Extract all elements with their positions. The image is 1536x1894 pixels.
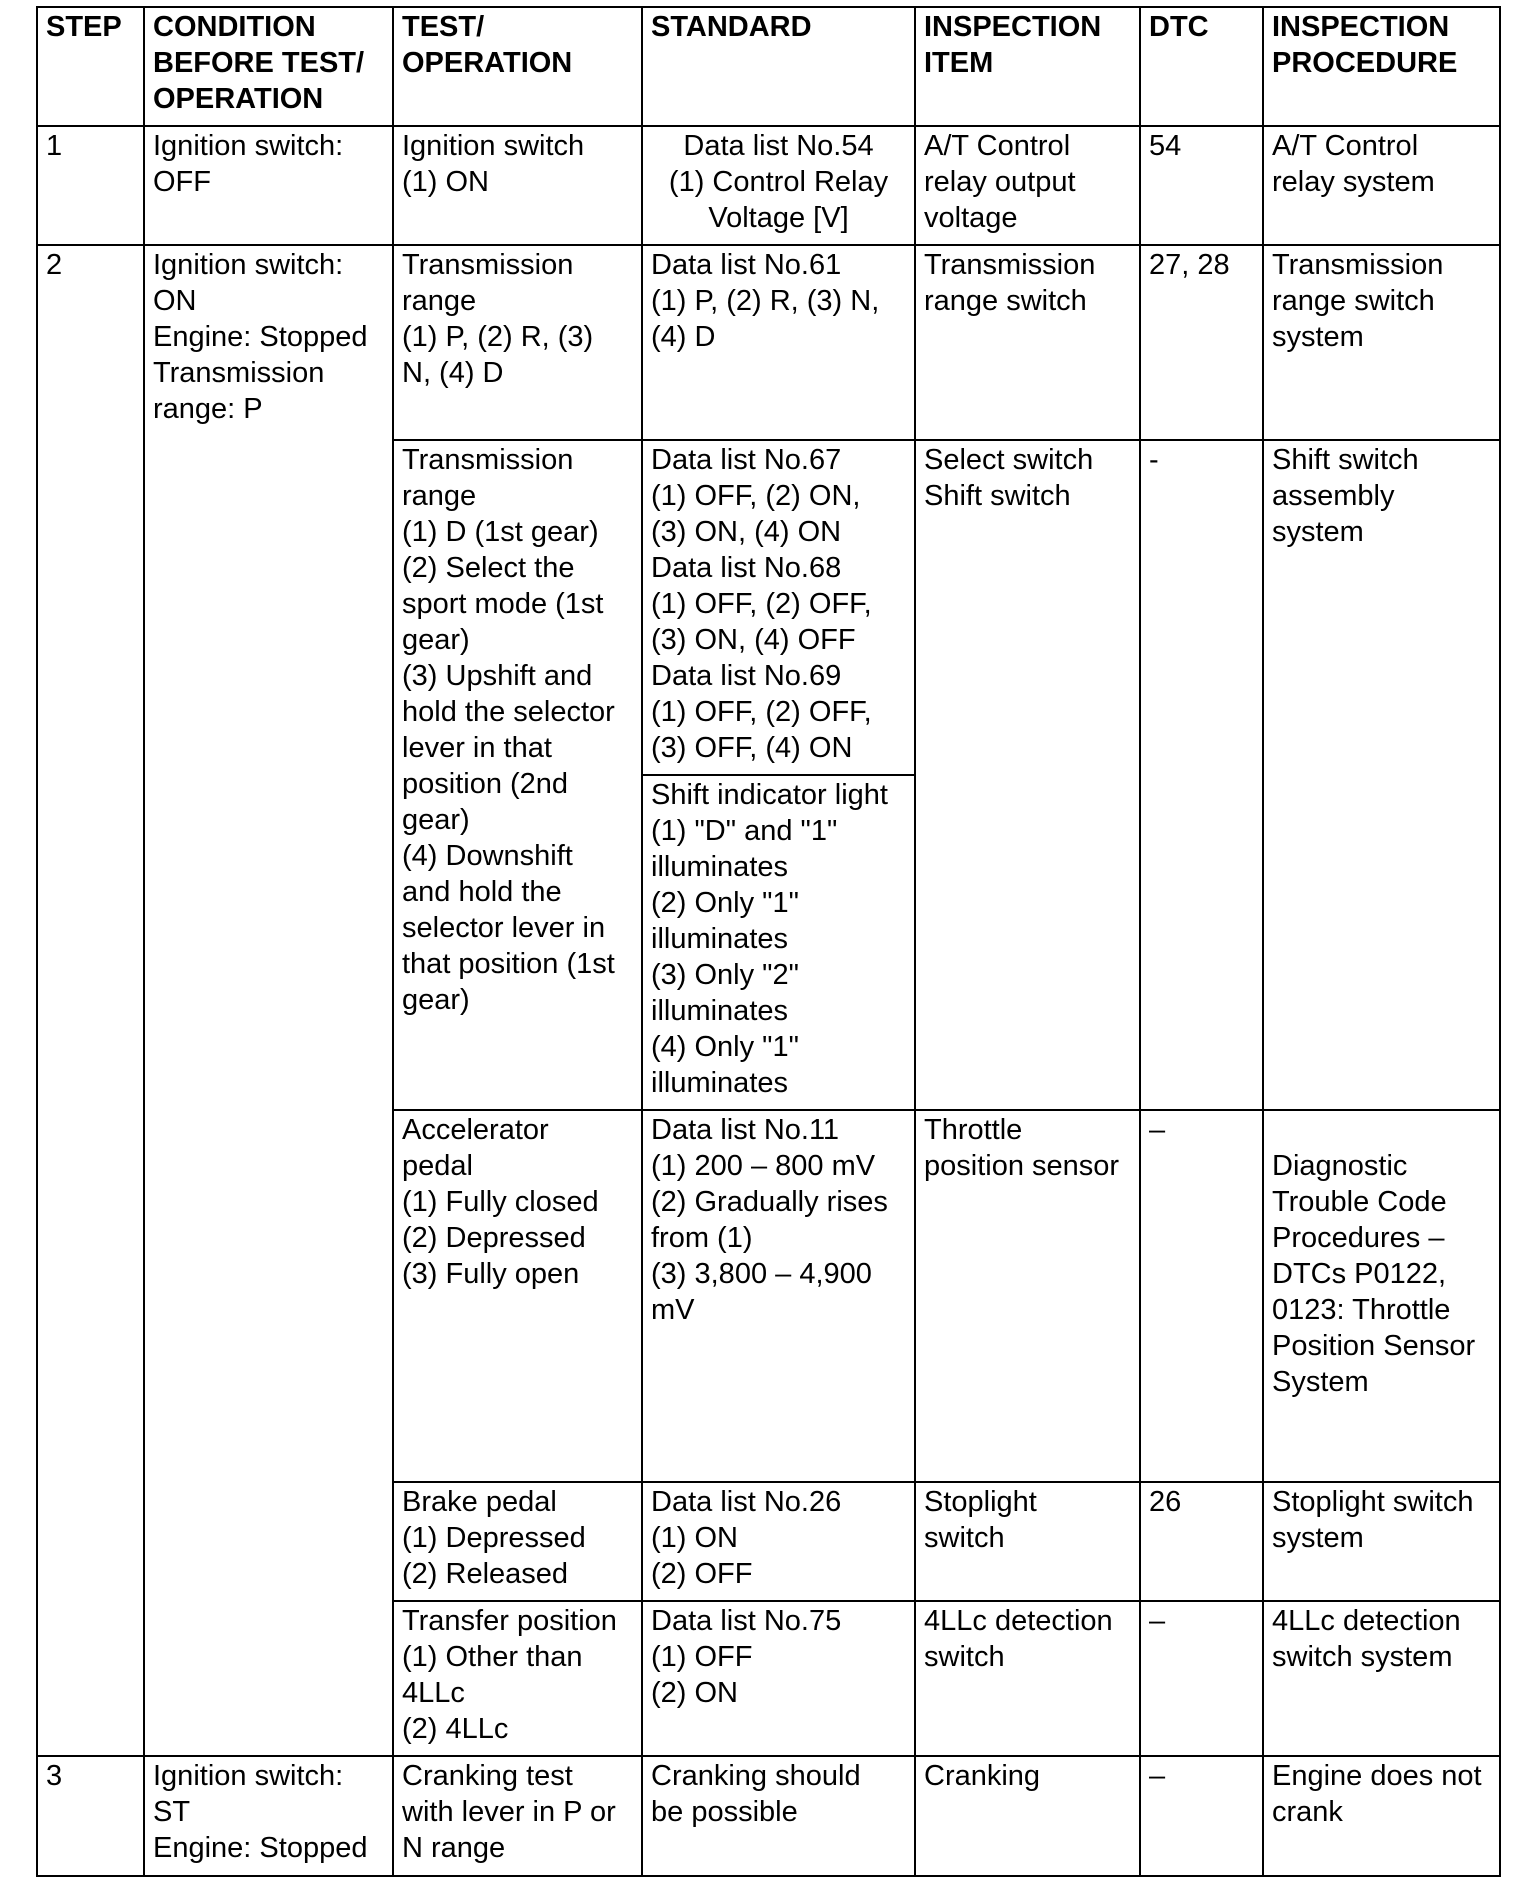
procedure-cell: Shift switch assembly system: [1263, 440, 1500, 1110]
header-test-operation: TEST/ OPERATION: [393, 7, 642, 126]
standard-cell: Data list No.67 (1) OFF, (2) ON, (3) ON, (4) ON Data list No.68 (1) OFF, (2) OFF, (3) ON, (4) OFF Data list No.69 (1) OFF, (2) OFF, (3) OFF, (4) ON: [642, 440, 915, 775]
test-cell: Transfer position (1) Other than 4LLc (2) 4LLc: [393, 1601, 642, 1756]
standard-cell: Data list No.54 (1) Control Relay Voltage [V]: [642, 126, 915, 245]
inspection-table: [36, 6, 1501, 1877]
header-condition: CONDITION BEFORE TEST/ OPERATION: [144, 7, 393, 126]
step-number: 3: [37, 1756, 144, 1876]
inspection-item-cell: 4LLc detection switch: [915, 1601, 1140, 1756]
standard-cell: Data list No.26 (1) ON (2) OFF: [642, 1482, 915, 1601]
header-inspection-procedure: INSPECTION PROCEDURE: [1263, 7, 1500, 126]
step-number: 1: [37, 126, 144, 245]
standard-cell: Data list No.75 (1) OFF (2) ON: [642, 1601, 915, 1756]
dtc-cell: 27, 28: [1140, 245, 1263, 440]
test-cell: Transmission range (1) D (1st gear) (2) Select the sport mode (1st gear) (3) Upshift and hold the selector lever in that position (2nd gear) (4) Downshift and hold the selector lever in that position (1st gear): [393, 440, 642, 1110]
table-row-step-3: [37, 1756, 1500, 1876]
inspection-item-cell: Cranking: [915, 1756, 1140, 1876]
header-step: STEP: [37, 7, 144, 126]
dtc-cell: –: [1140, 1756, 1263, 1876]
procedure-cell: A/T Control relay system: [1263, 126, 1500, 245]
dtc-cell: 26: [1140, 1482, 1263, 1601]
test-cell: Ignition switch (1) ON: [393, 126, 642, 245]
table-row-step-2a: [37, 245, 1500, 440]
condition-cell: Ignition switch: ON Engine: Stopped Transmission range: P: [144, 245, 393, 1756]
test-cell: Transmission range (1) P, (2) R, (3) N, (4) D: [393, 245, 642, 440]
standard-cell: Cranking should be possible: [642, 1756, 915, 1876]
test-cell: Accelerator pedal (1) Fully closed (2) Depressed (3) Fully open: [393, 1110, 642, 1482]
dtc-cell: 54: [1140, 126, 1263, 245]
header-standard: STANDARD: [642, 7, 915, 126]
header-dtc: DTC: [1140, 7, 1263, 126]
procedure-cell: Diagnostic Trouble Code Procedures – DTCs P0122, 0123: Throttle Position Sensor System: [1263, 1110, 1500, 1482]
procedure-cell: 4LLc detection switch system: [1263, 1601, 1500, 1756]
dtc-cell: –: [1140, 1110, 1263, 1482]
inspection-item-cell: A/T Control relay output voltage: [915, 126, 1140, 245]
procedure-cell: Engine does not crank: [1263, 1756, 1500, 1876]
condition-cell: Ignition switch: OFF: [144, 126, 393, 245]
dtc-cell: -: [1140, 440, 1263, 1110]
table-row-step-1: [37, 126, 1500, 245]
inspection-item-cell: Select switch Shift switch: [915, 440, 1140, 1110]
dtc-cell: –: [1140, 1601, 1263, 1756]
header-inspection-item: INSPECTION ITEM: [915, 7, 1140, 126]
procedure-cell: Stoplight switch system: [1263, 1482, 1500, 1601]
test-cell: Cranking test with lever in P or N range: [393, 1756, 642, 1876]
header-row: [37, 7, 1500, 126]
inspection-item-cell: Throttle position sensor: [915, 1110, 1140, 1482]
inspection-item-cell: Transmission range switch: [915, 245, 1140, 440]
inspection-item-cell: Stoplight switch: [915, 1482, 1140, 1601]
standard-cell: Data list No.61 (1) P, (2) R, (3) N, (4) D: [642, 245, 915, 440]
procedure-cell: Transmission range switch system: [1263, 245, 1500, 440]
condition-cell: Ignition switch: ST Engine: Stopped: [144, 1756, 393, 1876]
standard-cell: Data list No.11 (1) 200 – 800 mV (2) Gradually rises from (1) (3) 3,800 – 4,900 mV: [642, 1110, 915, 1482]
standard-cell: Shift indicator light (1) "D" and "1" illuminates (2) Only "1" illuminates (3) Only "2" illuminates (4) Only "1" illuminates: [642, 775, 915, 1110]
step-number: 2: [37, 245, 144, 1756]
test-cell: Brake pedal (1) Depressed (2) Released: [393, 1482, 642, 1601]
